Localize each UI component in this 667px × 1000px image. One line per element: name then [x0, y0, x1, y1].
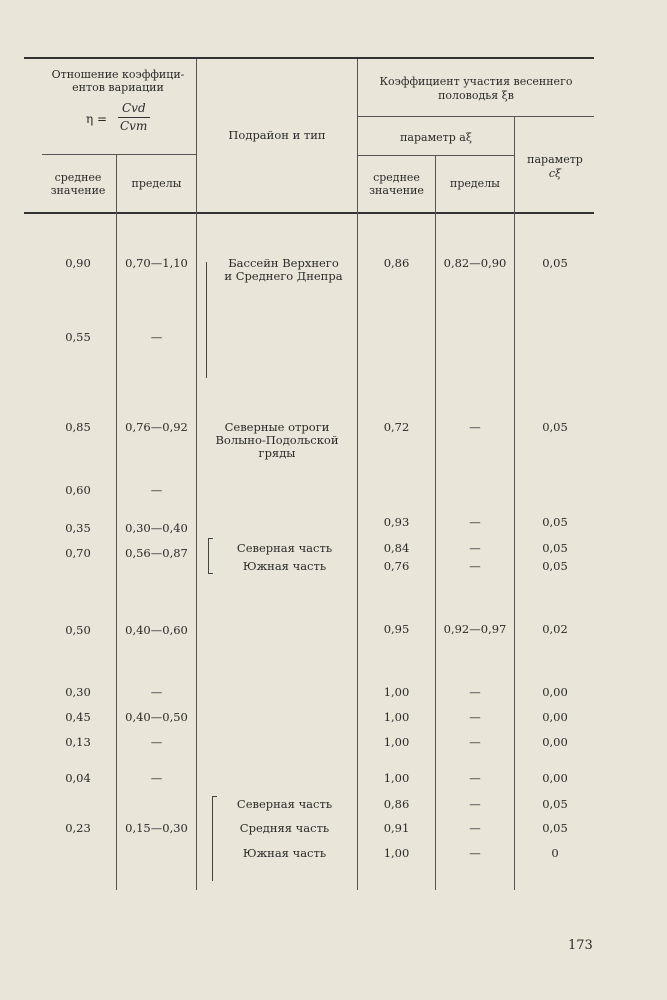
row6-eta-lim: 0,56—0,87	[125, 546, 188, 560]
row9-eta-lim: —	[150, 685, 163, 699]
row12-a-mean: 1,00	[383, 771, 410, 785]
row12-eta-mean: 0,04	[65, 771, 91, 785]
param-c-line2: cξ	[548, 167, 562, 180]
row9-eta-mean: 0,30	[65, 685, 91, 699]
row4-eta-mean: 0,60	[65, 483, 91, 497]
fraction-bar	[118, 117, 150, 118]
row13-a-lim: —	[469, 797, 481, 811]
row8-a-lim: 0,92—0,97	[443, 622, 507, 636]
param-c-line1: параметр	[527, 153, 583, 166]
row4-eta-lim: —	[150, 483, 163, 497]
row13-region: Северная часть	[236, 797, 333, 811]
row6-a-mean: 0,84	[383, 541, 410, 555]
row5-c: 0,05	[542, 515, 568, 529]
row3-a-mean: 0,72	[383, 420, 410, 434]
row1-eta-mean: 0,90	[65, 256, 91, 270]
header-bottom-rule	[24, 212, 594, 214]
row3-region: Северные отроги	[224, 420, 330, 434]
row15-c: 0	[551, 846, 559, 860]
row10-c: 0,00	[542, 710, 568, 724]
col2-title: Подрайон и тип	[228, 128, 326, 142]
col1-title-line2: ентов вариации	[72, 81, 164, 94]
row1-eta-lim: 0,70—1,10	[125, 256, 188, 270]
param-a-limits: пределы	[450, 177, 500, 190]
row1-region2: и Среднего Днепра	[224, 269, 343, 283]
row8-a-mean: 0,95	[383, 622, 410, 636]
row5-a-mean: 0,93	[383, 515, 410, 529]
col1-sub-mean-line1: среднее	[54, 171, 102, 184]
row10-a-mean: 1,00	[383, 710, 410, 724]
row10-a-lim: —	[469, 710, 481, 724]
row5-eta-mean: 0,35	[65, 521, 91, 535]
col1-sub-mean-line2: значение	[50, 184, 106, 197]
col1-sub-limits: пределы	[131, 177, 182, 190]
col3-sub-rule	[358, 116, 594, 117]
row7-c: 0,05	[542, 559, 568, 573]
brace-dnepr	[206, 262, 207, 378]
row2-eta-mean: 0,55	[65, 330, 91, 344]
row7-a-lim: —	[469, 559, 481, 573]
row14-c: 0,05	[542, 821, 568, 835]
row15-region: Южная часть	[242, 846, 327, 860]
param-a-sub-rule	[358, 155, 514, 156]
param-a-mean-line2: значение	[369, 184, 424, 197]
row15-a-lim: —	[469, 846, 481, 860]
row12-a-lim: —	[469, 771, 481, 785]
row6-a-lim: —	[469, 541, 481, 555]
row11-eta-lim: —	[150, 735, 163, 749]
row13-a-mean: 0,86	[383, 797, 410, 811]
row3-region2: Волыно-Подольской	[215, 433, 339, 447]
row14-a-lim: —	[469, 821, 481, 835]
row15-a-mean: 1,00	[383, 846, 410, 860]
row3-eta-mean: 0,85	[65, 420, 91, 434]
row14-eta-mean: 0,23	[65, 821, 91, 835]
row13-c: 0,05	[542, 797, 568, 811]
fraction-denominator: Cvm	[120, 119, 148, 133]
row8-c: 0,02	[542, 622, 568, 636]
col1-title-line1: Отношение коэффици-	[51, 68, 185, 81]
row1-c: 0,05	[542, 256, 568, 270]
row11-a-lim: —	[469, 735, 481, 749]
row9-a-lim: —	[469, 685, 481, 699]
row1-region: Бассейн Верхнего	[228, 256, 339, 270]
row1-a-mean: 0,86	[383, 256, 410, 270]
row11-a-mean: 1,00	[383, 735, 410, 749]
row12-c: 0,00	[542, 771, 568, 785]
row5-a-lim: —	[469, 515, 481, 529]
row10-eta-lim: 0,40—0,50	[125, 710, 188, 724]
row9-c: 0,00	[542, 685, 568, 699]
page-number: 173	[568, 938, 593, 953]
param-a-title: параметр aξ	[400, 131, 472, 144]
row3-a-lim: —	[469, 420, 481, 434]
col3-title-line2: половодья ξв	[438, 89, 514, 102]
row10-eta-mean: 0,45	[65, 710, 91, 724]
param-a-mean-line1: среднее	[373, 171, 420, 184]
vline-2	[196, 59, 197, 890]
row8-eta-lim: 0,40—0,60	[125, 623, 188, 637]
row11-eta-mean: 0,13	[65, 735, 91, 749]
row6-c: 0,05	[542, 541, 568, 555]
row12-eta-lim: —	[150, 771, 163, 785]
row6-region: Северная часть	[236, 541, 333, 555]
row7-a-mean: 0,76	[383, 559, 410, 573]
col3-title-line1: Коэффициент участия весеннего	[379, 75, 573, 88]
row1-a-lim: 0,82—0,90	[443, 256, 507, 270]
row3-region3: гряды	[258, 446, 296, 460]
fraction-numerator: Cvd	[122, 101, 146, 115]
row3-c: 0,05	[542, 420, 568, 434]
col1-sub-rule	[42, 154, 196, 155]
row5-eta-lim: 0,30—0,40	[125, 521, 188, 535]
row14-a-mean: 0,91	[383, 821, 410, 835]
row6-eta-mean: 0,70	[65, 546, 91, 560]
row3-eta-lim: 0,76—0,92	[125, 420, 188, 434]
top-rule	[24, 57, 594, 59]
row8-eta-mean: 0,50	[65, 623, 91, 637]
row14-eta-lim: 0,15—0,30	[125, 821, 188, 835]
row11-c: 0,00	[542, 735, 568, 749]
eta-symbol: η =	[86, 112, 108, 126]
row14-region: Средняя часть	[239, 821, 330, 835]
row9-a-mean: 1,00	[383, 685, 410, 699]
row7-region: Южная часть	[242, 559, 327, 573]
row2-eta-lim: —	[150, 330, 163, 344]
